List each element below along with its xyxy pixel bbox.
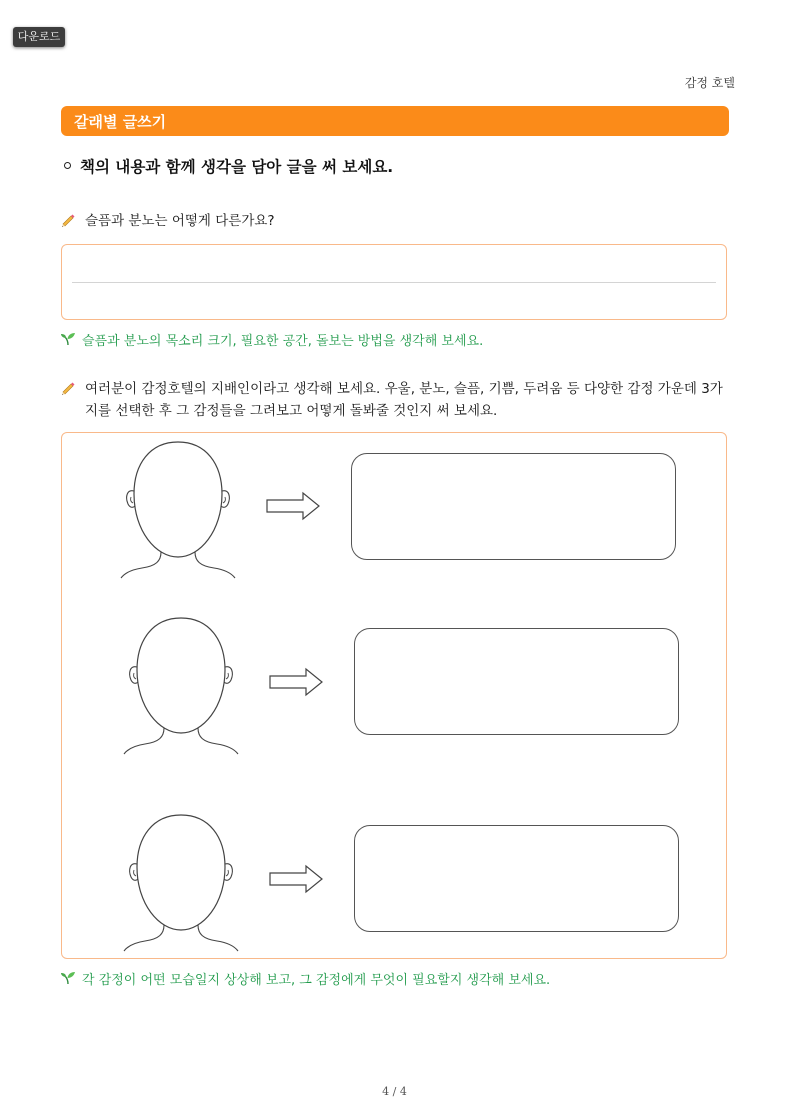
question-1 [60, 210, 740, 232]
question-2 [60, 378, 740, 422]
sprout-icon [60, 969, 76, 985]
pencil-icon [60, 212, 76, 228]
response-box[interactable] [354, 825, 679, 932]
head-outline [121, 615, 241, 755]
pencil-icon [60, 380, 76, 396]
download-button[interactable]: 다운로드 [13, 27, 65, 47]
response-box[interactable] [351, 453, 676, 560]
hint-2 [60, 969, 740, 987]
section-title: 갈래별 글쓰기 [74, 113, 167, 131]
instruction [64, 155, 393, 177]
right-arrow-icon [268, 667, 324, 697]
answer-line [72, 282, 716, 283]
answer-box[interactable] [61, 244, 727, 320]
hint-1 [60, 330, 740, 348]
bullet-icon [64, 162, 71, 169]
hint-1-text: 슬픔과 분노의 목소리 크기, 필요한 공간, 돌보는 방법을 생각해 보세요. [82, 334, 484, 349]
hint-2-text: 각 감정이 어떤 모습일지 상상해 보고, 그 감정에게 무엇이 필요할지 생각해 보세요. [82, 973, 551, 988]
response-box[interactable] [354, 628, 679, 735]
question-1-text: 슬픔과 분노는 어떻게 다른가요? [85, 213, 275, 229]
section-banner [61, 106, 729, 136]
page-number: 4 / 4 [382, 1085, 407, 1098]
drawing-area[interactable] [61, 432, 727, 959]
head-outline [121, 812, 241, 952]
question-2-text: 여러분이 감정호텔의 지배인이라고 생각해 보세요. 우울, 분노, 슬픔, 기쁨, 두려움 등 다양한 감정 가운데 3가지를 선택한 후 그 감정들을 그려보고 어떻게 돌봐줄 것인지 써 보세요. [85, 381, 723, 419]
head-outline [118, 439, 238, 579]
header-title: 감정 호텔 [684, 76, 735, 90]
right-arrow-icon [265, 491, 321, 521]
right-arrow-icon [268, 864, 324, 894]
sprout-icon [60, 330, 76, 346]
instruction-text: 책의 내용과 함께 생각을 담아 글을 써 보세요. [80, 158, 394, 176]
